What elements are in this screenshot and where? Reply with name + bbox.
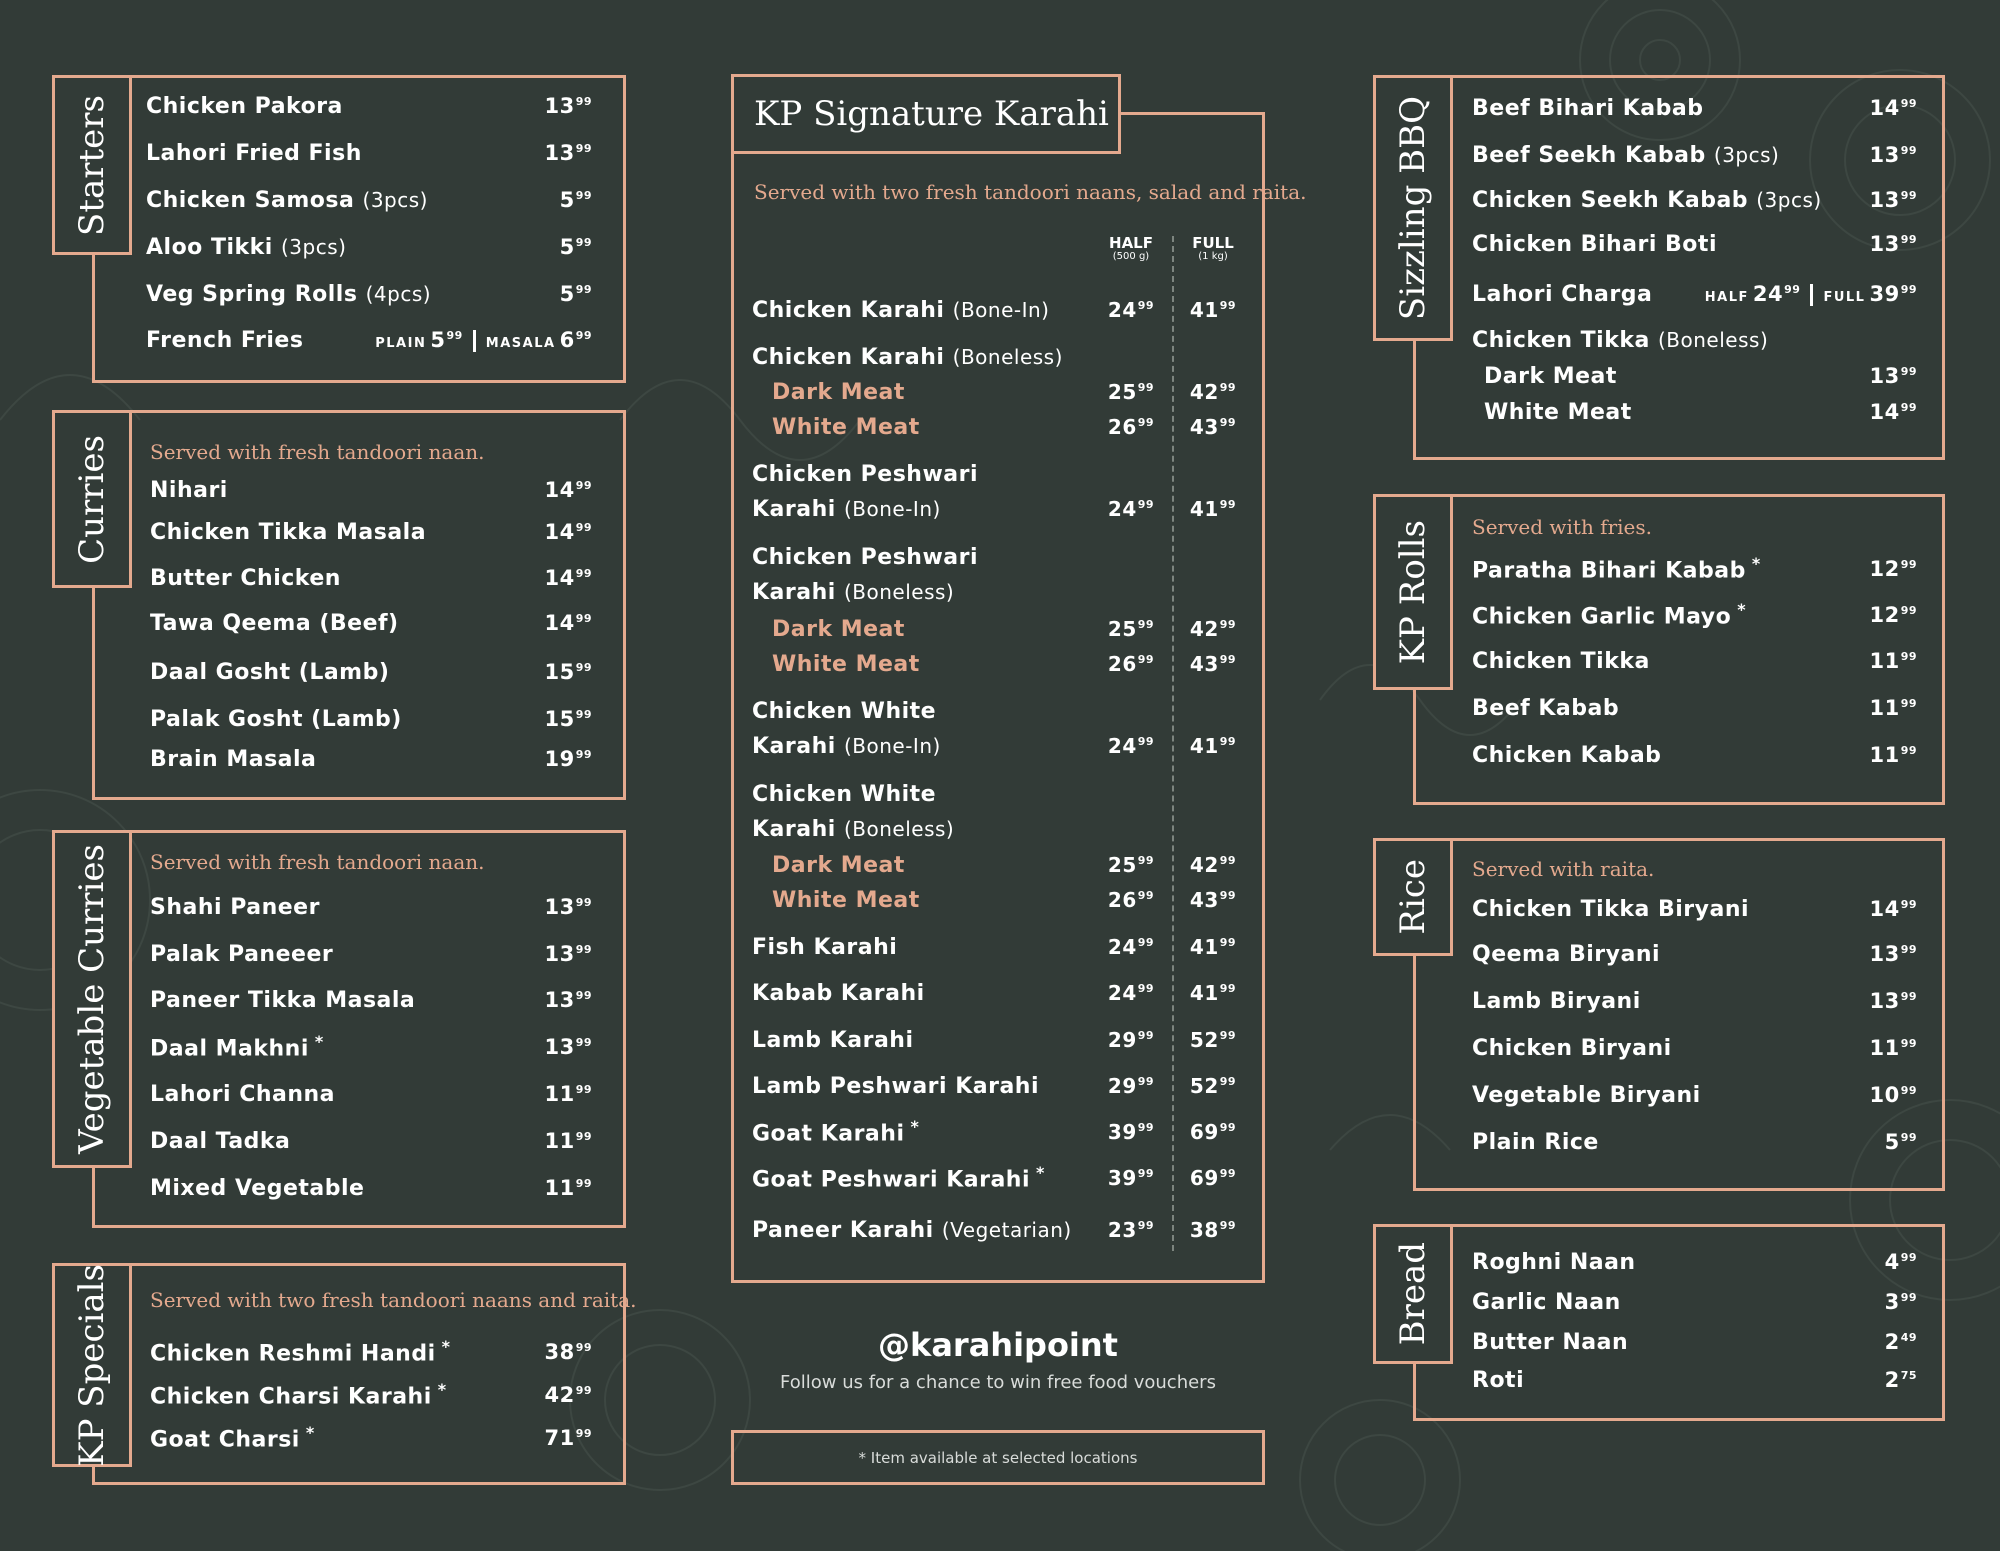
item-name: Dark Meat bbox=[772, 379, 905, 405]
item-name: Paneer Karahi (Vegetarian) bbox=[752, 1217, 1072, 1243]
menu-item bbox=[752, 337, 1252, 377]
full-price: $41^{99}$ bbox=[1189, 298, 1237, 322]
half-price: $26^{99}$ bbox=[1107, 652, 1155, 676]
menu-item bbox=[752, 407, 1252, 447]
menu-item: Chicken Tikka Biryani $14^{99}$ bbox=[1472, 896, 1917, 922]
menu-item bbox=[752, 489, 1252, 529]
menu-item: Paratha Bihari Kabab * $12^{99}$ bbox=[1472, 554, 1917, 584]
full-price: $43^{99}$ bbox=[1189, 652, 1237, 676]
half-price: $24^{99}$ bbox=[1107, 734, 1155, 758]
item-name: Karahi (Bone-In) bbox=[752, 733, 941, 759]
menu-item: Chicken Garlic Mayo * $12^{99}$ bbox=[1472, 600, 1917, 630]
half-price: $29^{99}$ bbox=[1107, 1074, 1155, 1098]
half-price: $25^{99}$ bbox=[1107, 380, 1155, 404]
menu-item: Beef Seekh Kabab (3pcs) $13^{99}$ bbox=[1472, 142, 1917, 168]
menu-item bbox=[752, 726, 1252, 766]
menu-item: Chicken Tikka Masala $14^{99}$ bbox=[150, 519, 592, 545]
item-name: Goat Peshwari Karahi * bbox=[752, 1163, 1045, 1193]
item-name: White Meat bbox=[772, 651, 920, 677]
full-price: $69^{99}$ bbox=[1189, 1120, 1237, 1144]
karahi-heading: KP Signature Karahi bbox=[731, 74, 1121, 154]
item-name: Lamb Karahi bbox=[752, 1027, 914, 1053]
menu-item: Lahori Channa $11^{99}$ bbox=[150, 1081, 592, 1107]
menu-item bbox=[752, 809, 1252, 849]
menu-item bbox=[752, 1210, 1252, 1250]
item-name: White Meat bbox=[772, 414, 920, 440]
menu-item bbox=[752, 973, 1252, 1013]
menu-item: Tawa Qeema (Beef) $14^{99}$ bbox=[150, 610, 592, 636]
menu-item: Beef Bihari Kabab $14^{99}$ bbox=[1472, 95, 1917, 121]
item-name: Dark Meat bbox=[772, 616, 905, 642]
menu-item: Roghni Naan $4^{99}$ bbox=[1472, 1249, 1917, 1275]
menu-item: Vegetable Biryani $10^{99}$ bbox=[1472, 1082, 1917, 1108]
half-price: $39^{99}$ bbox=[1107, 1166, 1155, 1190]
full-column-header: FULL (1 kg) bbox=[1192, 234, 1234, 262]
menu-item: Chicken Charsi Karahi * $42^{99}$ bbox=[150, 1380, 592, 1410]
menu-item bbox=[752, 644, 1252, 684]
item-name: Karahi (Boneless) bbox=[752, 816, 955, 842]
menu-item bbox=[752, 572, 1252, 612]
social-tagline: Follow us for a chance to win free food vouchers bbox=[780, 1372, 1216, 1393]
menu-item: Lamb Biryani $13^{99}$ bbox=[1472, 988, 1917, 1014]
item-name: Fish Karahi bbox=[752, 934, 898, 960]
menu-item: Chicken Biryani $11^{99}$ bbox=[1472, 1035, 1917, 1061]
karahi-list bbox=[752, 0, 1252, 1551]
menu-item bbox=[752, 845, 1252, 885]
menu-item: Chicken Pakora $13^{99}$ bbox=[146, 93, 592, 119]
menu-item bbox=[752, 1112, 1252, 1152]
full-price: $41^{99}$ bbox=[1189, 734, 1237, 758]
half-price: $25^{99}$ bbox=[1107, 617, 1155, 641]
half-price: $29^{99}$ bbox=[1107, 1028, 1155, 1052]
menu-item bbox=[752, 1066, 1252, 1106]
full-price: $41^{99}$ bbox=[1189, 935, 1237, 959]
menu-item: Butter Naan $2^{49}$ bbox=[1472, 1329, 1917, 1355]
menu-item: Shahi Paneer $13^{99}$ bbox=[150, 894, 592, 920]
full-price: $42^{99}$ bbox=[1189, 853, 1237, 877]
curries-note: Served with fresh tandoori naan. bbox=[150, 440, 485, 464]
divider bbox=[1810, 284, 1813, 306]
menu-item: Daal Tadka $11^{99}$ bbox=[150, 1128, 592, 1154]
half-price: $24^{99}$ bbox=[1107, 981, 1155, 1005]
half-price: $23^{99}$ bbox=[1107, 1218, 1155, 1242]
full-price: $43^{99}$ bbox=[1189, 415, 1237, 439]
menu-item: Roti $2^{75}$ bbox=[1472, 1367, 1917, 1393]
starters-heading: Starters bbox=[52, 75, 132, 255]
full-price: $42^{99}$ bbox=[1189, 380, 1237, 404]
half-price: $24^{99}$ bbox=[1107, 497, 1155, 521]
item-name: Chicken Peshwari bbox=[752, 544, 979, 570]
kp-specials-note: Served with two fresh tandoori naans and raita. bbox=[150, 1288, 637, 1312]
half-price: $24^{99}$ bbox=[1107, 298, 1155, 322]
half-price: $26^{99}$ bbox=[1107, 415, 1155, 439]
menu-item: Veg Spring Rolls (4pcs) $5^{99}$ bbox=[146, 281, 592, 307]
full-price: $38^{99}$ bbox=[1189, 1218, 1237, 1242]
menu-item: Chicken Kabab $11^{99}$ bbox=[1472, 742, 1917, 768]
menu-item bbox=[752, 927, 1252, 967]
divider bbox=[473, 330, 476, 352]
item-name: Chicken Peshwari bbox=[752, 461, 979, 487]
menu-item: White Meat $14^{99}$ bbox=[1484, 399, 1917, 425]
menu-item: Beef Kabab $11^{99}$ bbox=[1472, 695, 1917, 721]
curries-heading: Curries bbox=[52, 410, 132, 588]
item-name: Chicken Karahi (Bone-In) bbox=[752, 297, 1050, 323]
full-price: $52^{99}$ bbox=[1189, 1028, 1237, 1052]
menu-item: Palak Paneeer $13^{99}$ bbox=[150, 941, 592, 967]
menu-item: Butter Chicken $14^{99}$ bbox=[150, 565, 592, 591]
menu-item-lahori-charga: Lahori Charga HALF $24^{99}FULL$ $39^{99}$ bbox=[1472, 281, 1917, 307]
menu-item: Chicken Tikka $11^{99}$ bbox=[1472, 648, 1917, 674]
menu-item bbox=[752, 1020, 1252, 1060]
item-name: Dark Meat bbox=[772, 852, 905, 878]
half-price: $25^{99}$ bbox=[1107, 853, 1155, 877]
full-price: $41^{99}$ bbox=[1189, 981, 1237, 1005]
rice-note: Served with raita. bbox=[1472, 857, 1655, 881]
kp-rolls-note: Served with fries. bbox=[1472, 515, 1652, 539]
half-price: $39^{99}$ bbox=[1107, 1120, 1155, 1144]
half-price: $26^{99}$ bbox=[1107, 888, 1155, 912]
menu-item bbox=[752, 372, 1252, 412]
full-price: $69^{99}$ bbox=[1189, 1166, 1237, 1190]
menu-item bbox=[752, 454, 1252, 494]
karahi-note: Served with two fresh tandoori naans, salad and raita. bbox=[754, 180, 1307, 204]
menu-item bbox=[752, 880, 1252, 920]
menu-item: Daal Gosht (Lamb) $15^{99}$ bbox=[150, 659, 592, 685]
kp-rolls-heading: KP Rolls bbox=[1373, 494, 1453, 690]
menu-item: Nihari $14^{99}$ bbox=[150, 477, 592, 503]
menu-item: Aloo Tikki (3pcs) $5^{99}$ bbox=[146, 234, 592, 260]
menu-item-chicken-tikka: Chicken Tikka (Boneless) bbox=[1472, 327, 1769, 353]
item-name: Chicken White bbox=[752, 698, 937, 724]
menu-item: Lahori Fried Fish $13^{99}$ bbox=[146, 140, 592, 166]
item-name: Kabab Karahi bbox=[752, 980, 925, 1006]
menu-item: Plain Rice $5^{99}$ bbox=[1472, 1129, 1917, 1155]
half-price: $24^{99}$ bbox=[1107, 935, 1155, 959]
full-price: $42^{99}$ bbox=[1189, 617, 1237, 641]
menu-item bbox=[752, 1158, 1252, 1198]
item-name: Karahi (Bone-In) bbox=[752, 496, 941, 522]
kp-specials-heading: KP Specials bbox=[52, 1263, 132, 1467]
item-name: Chicken White bbox=[752, 781, 937, 807]
item-name: Karahi (Boneless) bbox=[752, 579, 955, 605]
menu-item: Paneer Tikka Masala $13^{99}$ bbox=[150, 987, 592, 1013]
menu-item: Garlic Naan $3^{99}$ bbox=[1472, 1289, 1917, 1315]
full-price: $52^{99}$ bbox=[1189, 1074, 1237, 1098]
menu-item: Mixed Vegetable $11^{99}$ bbox=[150, 1175, 592, 1201]
menu-item: Palak Gosht (Lamb) $15^{99}$ bbox=[150, 706, 592, 732]
menu-item bbox=[752, 774, 1252, 814]
menu-item bbox=[752, 290, 1252, 330]
bread-heading: Bread bbox=[1373, 1224, 1453, 1364]
item-name: Goat Karahi * bbox=[752, 1117, 920, 1147]
menu-item: Chicken Samosa (3pcs) $5^{99}$ bbox=[146, 187, 592, 213]
menu-item: Daal Makhni * $13^{99}$ bbox=[150, 1032, 592, 1062]
social-handle[interactable]: @karahipoint bbox=[878, 1326, 1118, 1364]
full-price: $41^{99}$ bbox=[1189, 497, 1237, 521]
full-price: $43^{99}$ bbox=[1189, 888, 1237, 912]
vegetable-curries-note: Served with fresh tandoori naan. bbox=[150, 850, 485, 874]
item-name: White Meat bbox=[772, 887, 920, 913]
menu-item-french-fries: French Fries PLAIN $5^{99}MASALA$ $6^{99}$ bbox=[146, 327, 592, 353]
menu-item: Dark Meat $13^{99}$ bbox=[1484, 363, 1917, 389]
half-column-header: HALF (500 g) bbox=[1109, 234, 1153, 262]
bbq-heading: Sizzling BBQ bbox=[1373, 75, 1453, 341]
menu-item: Goat Charsi * $71^{99}$ bbox=[150, 1423, 592, 1453]
menu-item: Brain Masala $19^{99}$ bbox=[150, 746, 592, 772]
item-name: Chicken Karahi (Boneless) bbox=[752, 344, 1063, 370]
menu-item: Chicken Reshmi Handi * $38^{99}$ bbox=[150, 1337, 592, 1367]
menu-item: Chicken Bihari Boti $13^{99}$ bbox=[1472, 231, 1917, 257]
footnote-text: * Item available at selected locations bbox=[858, 1449, 1138, 1467]
rice-heading: Rice bbox=[1373, 838, 1453, 956]
menu-item bbox=[752, 691, 1252, 731]
menu-item bbox=[752, 609, 1252, 649]
item-name: Lamb Peshwari Karahi bbox=[752, 1073, 1040, 1099]
menu-item: Chicken Seekh Kabab (3pcs) $13^{99}$ bbox=[1472, 187, 1917, 213]
menu-item: Qeema Biryani $13^{99}$ bbox=[1472, 941, 1917, 967]
menu-item bbox=[752, 537, 1252, 577]
vegetable-curries-heading: Vegetable Curries bbox=[52, 830, 132, 1168]
